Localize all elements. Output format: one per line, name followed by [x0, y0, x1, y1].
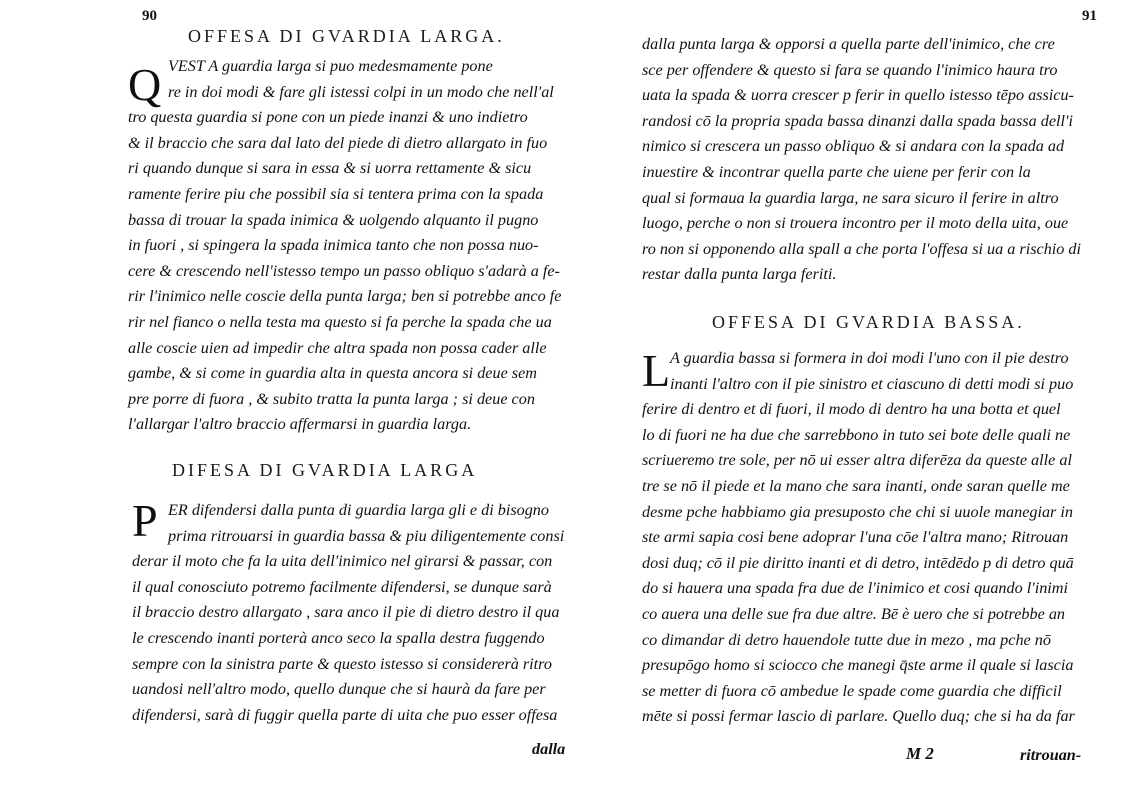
section-body-offesa-larga	[128, 54, 561, 438]
text-line: scriueremo tre sole, per nō ui esser altra diferēza da queste alle al	[642, 451, 1072, 470]
drop-cap-p: P	[132, 495, 158, 546]
text-line: randosi cō la propria spada bassa dinanzi dalla spada bassa dell'i	[642, 111, 1073, 130]
text-line: in fuori , si spingera la spada inimica tanto che non possa nuo-	[128, 236, 539, 255]
text-line: il braccio destro allargato , sara anco il pie di dietro destro il qua	[132, 603, 560, 622]
page-number-right: 91	[1082, 8, 1097, 24]
catchword-left: dalla	[532, 740, 566, 758]
text-line: l'allargar l'altro braccio affermarsi in guardia larga.	[128, 415, 472, 434]
drop-cap-l: L	[642, 345, 671, 396]
section-title-offesa-larga: OFFESA DI GVARDIA LARGA.	[188, 26, 505, 46]
text-line: restar dalla punta larga feriti.	[642, 265, 837, 284]
text-line: ramente ferire piu che possibil sia si tentera prima con la spada	[128, 184, 544, 203]
right-page	[596, 0, 1142, 800]
section-title-offesa-bassa: OFFESA DI GVARDIA BASSA.	[712, 312, 1025, 332]
drop-cap-q: Q	[128, 59, 162, 110]
text-line: se metter di fuora cō ambedue le spade come guardia che difficil	[642, 681, 1062, 700]
text-line: ro non si opponendo alla spall a che porta l'offesa si ua a rischio di	[642, 239, 1082, 258]
text-line: gambe, & si come in guardia alta in questa ancora si deue sem	[128, 364, 537, 383]
section-body-offesa-bassa	[642, 346, 1075, 730]
text-line: difendersi, sarà di fuggir quella parte di uita che puo esser offesa	[132, 705, 558, 724]
text-line: co auera una delle sue fra due altre. Bē è uero che si potrebbe an	[642, 604, 1066, 623]
text-line: VEST A guardia larga si puo medesmamente pone	[168, 57, 493, 75]
text-line: & il braccio che sara dal lato del piede di dietro allargato in fuo	[128, 133, 548, 152]
text-line: inuestire & incontrar quella parte che uiene per ferir con la	[642, 162, 1031, 181]
text-line: tro questa guardia si pone con un piede inanzi & uno indietro	[128, 108, 528, 127]
text-line: cere & crescendo nell'istesso tempo un passo obliquo s'adarà a fe-	[128, 261, 560, 280]
text-line: tre se nō il piede et la mano che sara inanti, onde saran quelle me	[642, 476, 1070, 495]
text-line: qual si formaua la guardia larga, ne sara sicuro il ferire in altro	[642, 188, 1059, 207]
text-line: re in doi modi & fare gli istessi colpi in un modo che nell'al	[168, 82, 554, 101]
text-line: lo di fuori ne ha due che sarrebbono in tuto sei bote delle quali ne	[642, 425, 1071, 444]
text-line: sempre con la sinistra parte & questo istesso si considererà ritro	[132, 654, 552, 673]
text-line: A guardia bassa si formera in doi modi l'uno con il pie destro	[670, 349, 1069, 367]
text-line: le crescendo inanti porterà anco seco la spalla destra fuggendo	[132, 628, 545, 647]
text-line: dosi duq; cō il pie diritto inanti et di detro, intēdēdo p di detro quā	[642, 553, 1074, 572]
text-line: prima ritrouarsi in guardia bassa & piu diligentemente consi	[168, 526, 565, 545]
text-line: mēte si possi fermar lascio di parlare. Quello duq; che si ha da far	[642, 707, 1075, 726]
text-line: desme pche habbiamo gia presuposto che chi si uuole manegiar in	[642, 502, 1073, 521]
text-line: inanti l'altro con il pie sinistro et ciascuno di detti modi si puo	[670, 374, 1074, 393]
text-line: co dimandar di detro hauendole tutte due in mezo , ma pche nō	[642, 630, 1051, 649]
page-number-left: 90	[142, 8, 157, 24]
text-line: luogo, perche o non si trouera incontro per il moto della uita, oue	[642, 214, 1069, 233]
section-title-difesa-larga: DIFESA DI GVARDIA LARGA	[172, 460, 478, 480]
text-line: alle coscie uien ad impedir che altra spada non possa cader alle	[128, 338, 547, 357]
catchword-right: ritrouan-	[1020, 746, 1082, 764]
text-line: presupōgo homo si sciocco che manegi q̄ste arme il quale si lascia	[642, 656, 1074, 675]
section-body-difesa-larga	[132, 495, 565, 728]
text-line: bassa di trouar la spada inimica & uolgendo alquanto il pugno	[128, 210, 539, 229]
text-line: ER difendersi dalla punta di guardia larga gli e di bisogno	[168, 501, 549, 519]
text-line: derar il moto che fa la uita dell'inimico nel girarsi & passar, con	[132, 552, 553, 571]
text-line: ferire di dentro et di fuori, il modo di dentro ha una botta et quel	[642, 400, 1061, 419]
text-line: rir nel fianco o nella testa ma questo si fa perche la spada che ua	[128, 312, 552, 331]
text-line: rir l'inimico nelle coscie della punta larga; ben si potrebbe anco fe	[128, 287, 562, 306]
text-line: ri quando dunque si sara in essa & si uorra rettamente & sicu	[128, 159, 532, 178]
text-line: nimico si crescera un passo obliquo & si andara con la spada ad	[642, 137, 1065, 156]
text-line: uata la spada & uorra crescer p ferir in quello istesso tēpo assicu-	[642, 86, 1074, 105]
text-line: do si hauera una spada fra due de l'inimico et cosi quando l'inimi	[642, 579, 1068, 598]
text-line: dalla punta larga & opporsi a quella parte dell'inimico, che cre	[642, 35, 1055, 53]
text-line: ste armi sapia cosi bene adoprar l'una cōe l'altra mano; Ritrouan	[642, 528, 1069, 547]
text-line: pre porre di fuora , & subito tratta la punta larga ; si deue con	[128, 389, 535, 408]
signature-mark: M 2	[906, 744, 934, 763]
text-line: sce per offendere & questo si fara se quando l'inimico haura tro	[642, 60, 1058, 79]
text-line: il qual conosciuto potremo facilmente difendersi, se dunque sarà	[132, 577, 552, 596]
text-line: uandosi nell'altro modo, quello dunque che si haurà da fare per	[132, 680, 546, 699]
continuation-body	[642, 32, 1081, 288]
